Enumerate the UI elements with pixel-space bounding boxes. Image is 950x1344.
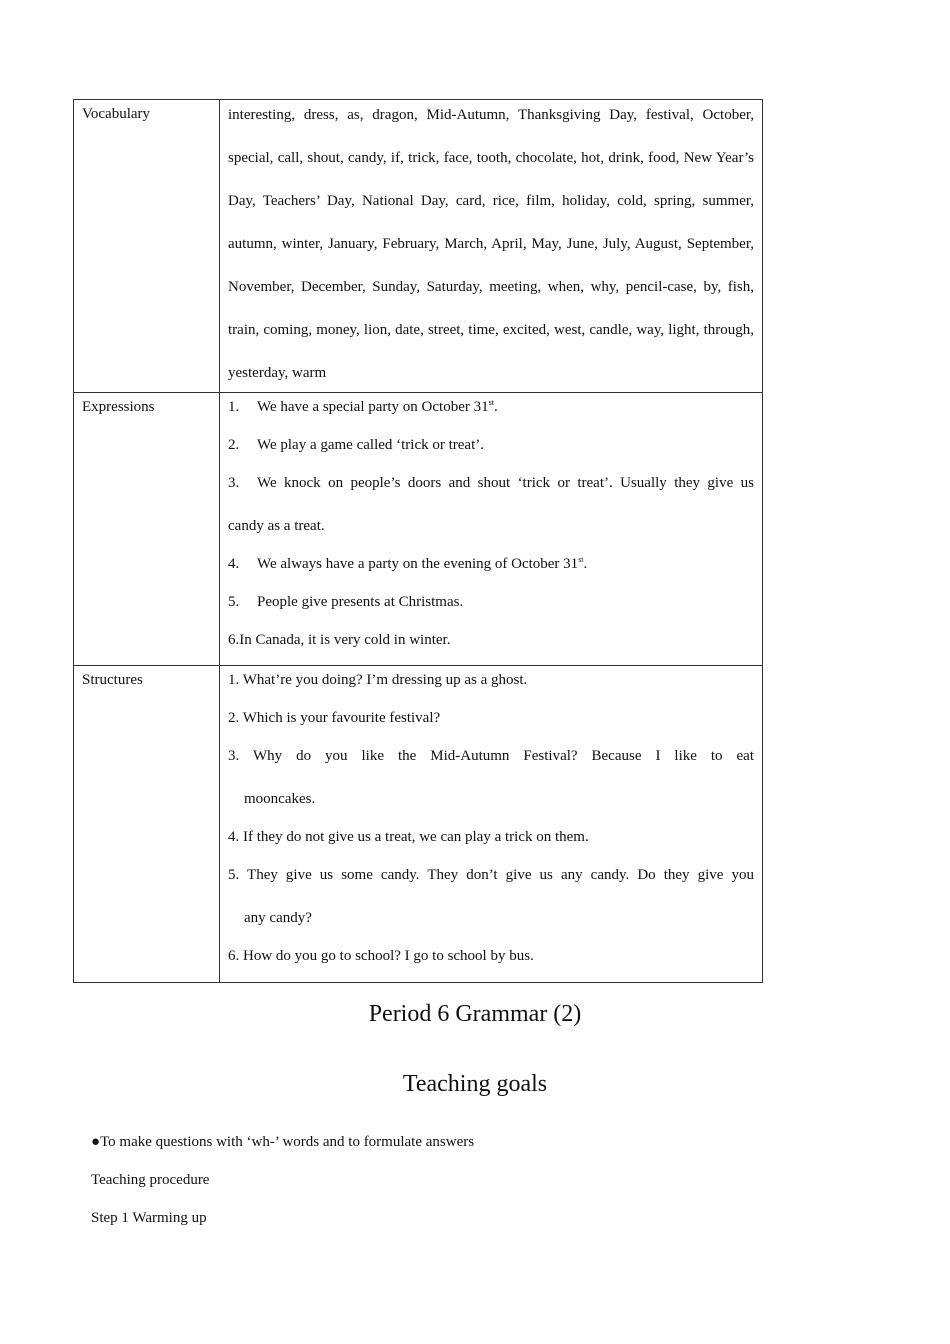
teaching-goals-heading: Teaching goals xyxy=(402,1071,548,1097)
vocabulary-table xyxy=(73,99,763,983)
step-1-heading: Step 1 Warming up xyxy=(91,1210,207,1226)
table-row-structures xyxy=(74,666,763,983)
table-row-vocabulary xyxy=(74,100,763,393)
structure-item-continuation: mooncakes. xyxy=(244,791,316,807)
expression-item: 3. We knock on people’s doors and shout ‘trick or treat’. Usually they give us xyxy=(228,475,754,491)
structure-item: 6. How do you go to school? I go to school by bus. xyxy=(228,948,534,964)
expression-item: 6.In Canada, it is very cold in winter. xyxy=(228,632,451,648)
bullet-icon: ● xyxy=(91,1134,101,1150)
vocabulary-cell xyxy=(220,100,763,393)
table-row-expressions xyxy=(74,393,763,666)
structure-item: 4. If they do not give us a treat, we can play a trick on them. xyxy=(228,829,589,845)
expressions-cell xyxy=(220,393,763,666)
structure-item: 3. Why do you like the Mid-Autumn Festival? Because I like to eat xyxy=(228,748,754,764)
structure-item: 1. What’re you doing? I’m dressing up as a ghost. xyxy=(228,672,528,688)
structure-item: 5. They give us some candy. They don’t give us any candy. Do they give you xyxy=(228,867,754,883)
vocabulary-list: interesting, dress, as, dragon, Mid-Autumn, Thanksgiving Day, festival, October, special, call, shout, candy, if, trick, face, tooth, chocolate, hot, drink, food, New Year’s Day, Teachers’ Day, National Day, card, rice, film, holiday, cold, spring, summer, autumn, winter, January, February, March, April, May, June, July, August, September, November, December, Sunday, Saturday, meeting, when, why, pencil-case, by, fish, train, coming, money, lion, date, street, time, excited, west, candle, way, light, through, yesterday, warm xyxy=(228,107,754,381)
structure-item: 2. Which is your favourite festival? xyxy=(228,710,441,726)
structure-item-continuation: any candy? xyxy=(244,910,312,926)
row-label-expressions: Expressions xyxy=(74,393,220,666)
row-label-structures: Structures xyxy=(74,666,220,983)
expression-item: 5. People give presents at Christmas. xyxy=(228,594,464,610)
expression-item: 2. We play a game called ‘trick or treat’. xyxy=(228,437,485,453)
structures-cell xyxy=(220,666,763,983)
expression-item-continuation: candy as a treat. xyxy=(228,518,325,534)
goal-text: To make questions with ‘wh-’ words and to formulate answers xyxy=(100,1134,475,1150)
expression-item: 4. We always have a party on the evening of October 31st. xyxy=(228,555,588,572)
teaching-procedure-label: Teaching procedure xyxy=(91,1172,210,1188)
period-title: Period 6 Grammar (2) xyxy=(368,1001,582,1027)
row-label-vocabulary: Vocabulary xyxy=(74,100,220,393)
goal-line xyxy=(91,1134,474,1151)
expression-item: 1. We have a special party on October 31st. xyxy=(228,398,498,415)
